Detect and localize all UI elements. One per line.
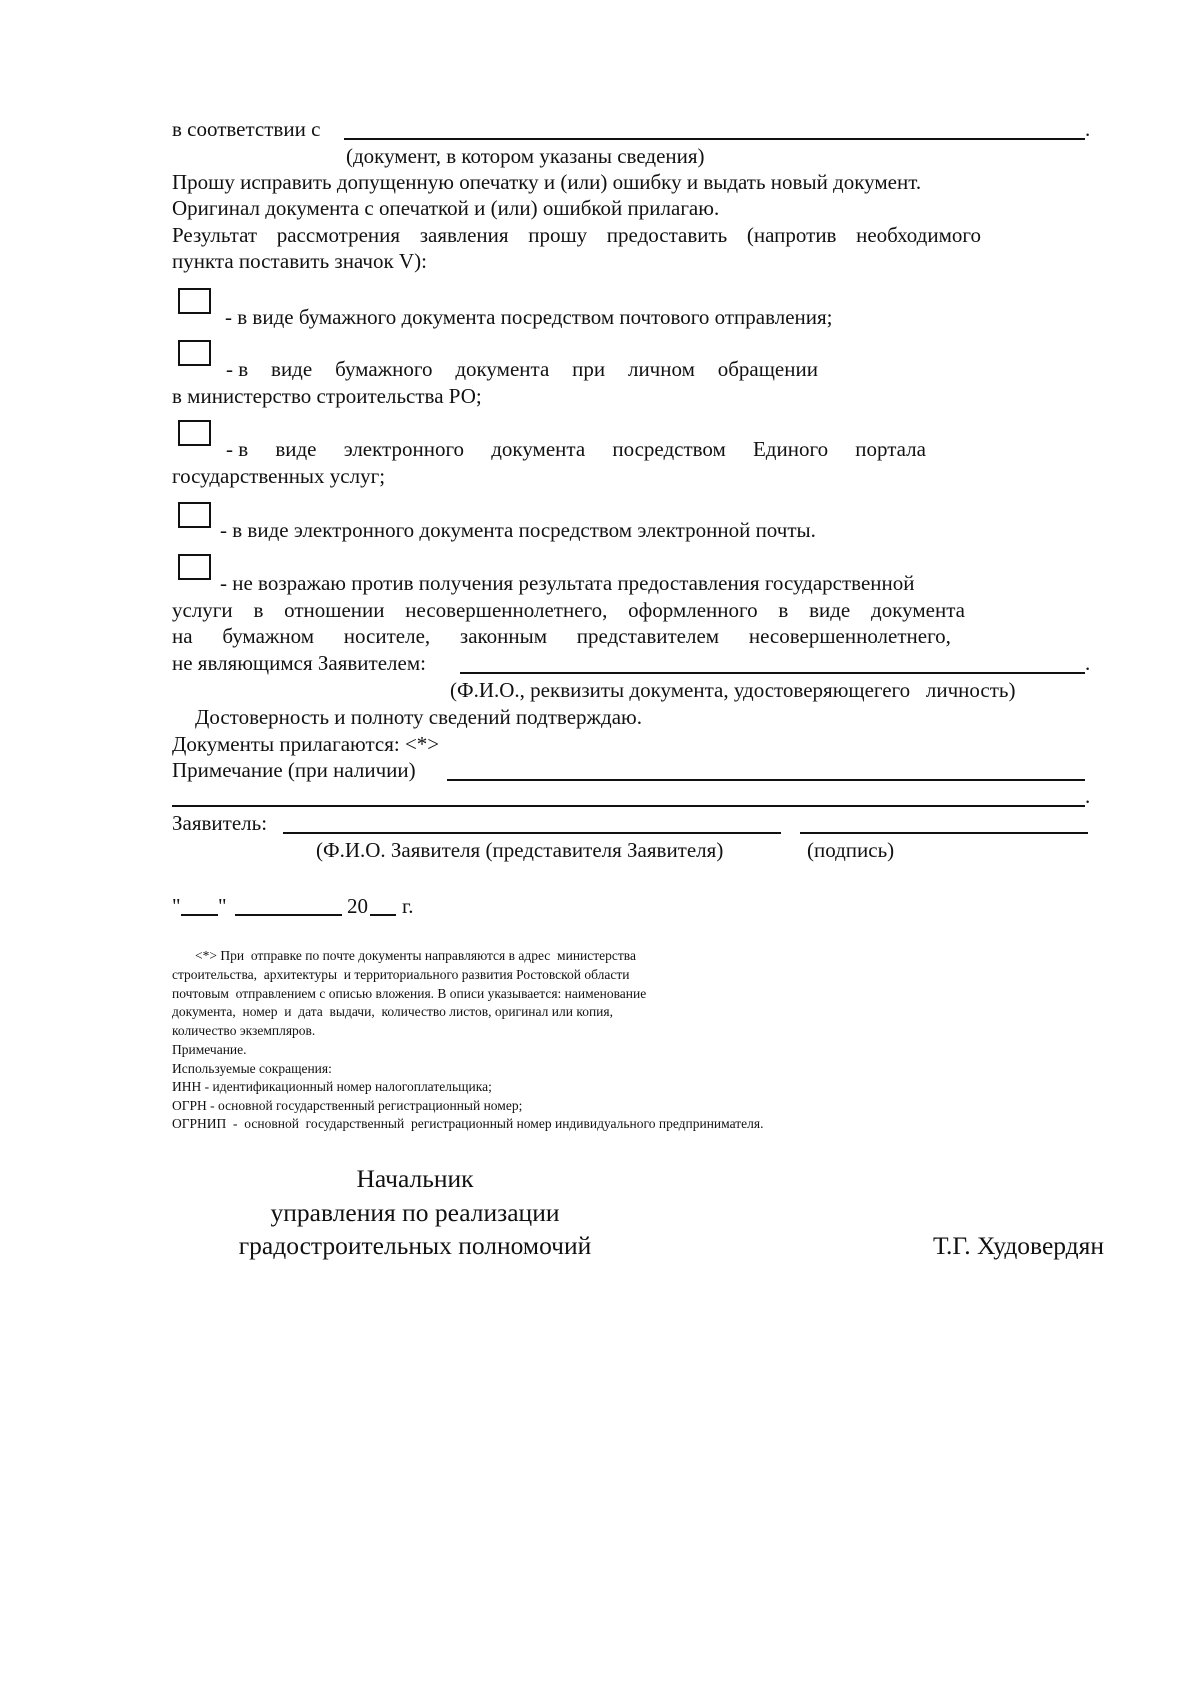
footnote-line: Используемые сокращения:: [172, 1061, 332, 1076]
signatory-name: Т.Г. Худовердян: [933, 1231, 1105, 1260]
option-minor-label: - не возражаю против получения результата предоставления государственной: [220, 571, 915, 595]
date-day-line[interactable]: [181, 914, 218, 916]
date-year-line[interactable]: [370, 914, 396, 916]
date-year-prefix: 20: [347, 894, 368, 918]
document-source-line[interactable]: [344, 138, 1085, 140]
option-in-person-checkbox[interactable]: [178, 340, 211, 366]
result-paragraph-end: пункта поставить значок V):: [172, 249, 427, 273]
option-in-person-label: - в виде бумажного документа при личном обращении: [226, 357, 818, 381]
confirmation-text: Достоверность и полноту сведений подтверждаю.: [195, 705, 642, 729]
option-email-checkbox[interactable]: [178, 502, 211, 528]
option-minor-label-line4: не являющимся Заявителем:: [172, 651, 426, 675]
lead-period: .: [1085, 117, 1091, 141]
option-minor-checkbox[interactable]: [178, 554, 211, 580]
date-quote-close: ": [218, 894, 227, 918]
note-period: .: [1085, 784, 1091, 808]
option-portal-label: - в виде электронного документа посредством Единого портала: [226, 437, 926, 461]
footnote-line: ИНН - идентификационный номер налогоплательщика;: [172, 1079, 492, 1094]
footnote-line: ОГРН - основной государственный регистрационный номер;: [172, 1098, 523, 1113]
original-attached-paragraph: Оригинал документа с опечаткой и (или) ошибкой прилагаю.: [172, 196, 720, 220]
footnote-line: почтовым отправлением с описью вложения. В описи указывается: наименование: [172, 986, 647, 1001]
lead-text: в соответствии с: [172, 117, 321, 141]
footnote-line: <*> При отправке по почте документы направляются в адрес министерства: [195, 948, 636, 963]
date-month-line[interactable]: [235, 914, 342, 916]
date-year-suffix: г.: [402, 894, 414, 918]
applicant-name-caption: (Ф.И.О. Заявителя (представителя Заявителя): [316, 838, 724, 862]
option-portal-checkbox[interactable]: [178, 420, 211, 446]
representative-details-line[interactable]: [460, 672, 1085, 674]
footnote-line: документа, номер и дата выдачи, количество листов, оригинал или копия,: [172, 1004, 613, 1019]
footnote-line: Примечание.: [172, 1042, 247, 1057]
option-portal-label-cont: государственных услуг;: [172, 464, 386, 488]
option-in-person-label-cont: в министерство строительства РО;: [172, 384, 482, 408]
note-line-1[interactable]: [447, 779, 1085, 781]
signatory-title-line2: управления по реализации: [270, 1198, 560, 1227]
request-paragraph: Прошу исправить допущенную опечатку и (или) ошибку и выдать новый документ.: [172, 170, 922, 194]
option-minor-label-line3: на бумажном носителе, законным представителем несовершеннолетнего,: [172, 624, 951, 648]
representative-details-caption: (Ф.И.О., реквизиты документа, удостоверяющегего личность): [450, 678, 1016, 702]
footnote-line: ОГРНИП - основной государственный регистрационный номер индивидуального предпринимателя.: [172, 1116, 764, 1131]
applicant-label: Заявитель:: [172, 811, 268, 835]
option-postal-checkbox[interactable]: [178, 288, 211, 314]
note-line-2[interactable]: [172, 805, 1085, 807]
date-quote-open: ": [172, 894, 181, 918]
option-email-label: - в виде электронного документа посредством электронной почты.: [220, 518, 816, 542]
applicant-name-line[interactable]: [283, 832, 781, 834]
option-minor-label-line2: услуги в отношении несовершеннолетнего, оформленного в виде документа: [172, 598, 965, 622]
option-postal-label: - в виде бумажного документа посредством почтового отправления;: [225, 305, 833, 329]
applicant-signature-line[interactable]: [800, 832, 1088, 834]
footnote-line: строительства, архитектуры и территориального развития Ростовской области: [172, 967, 630, 982]
representative-period: .: [1085, 651, 1091, 675]
result-paragraph: Результат рассмотрения заявления прошу предоставить (напротив необходимого: [172, 223, 981, 247]
signatory-title-line3: градостроительных полномочий: [238, 1231, 592, 1260]
footnote-line: количество экземпляров.: [172, 1023, 316, 1038]
attachments-label: Документы прилагаются: <*>: [172, 732, 440, 756]
note-label: Примечание (при наличии): [172, 758, 416, 782]
document-source-caption: (документ, в котором указаны сведения): [346, 144, 705, 168]
applicant-signature-caption: (подпись): [807, 838, 895, 862]
signatory-title-line1: Начальник: [356, 1164, 474, 1193]
